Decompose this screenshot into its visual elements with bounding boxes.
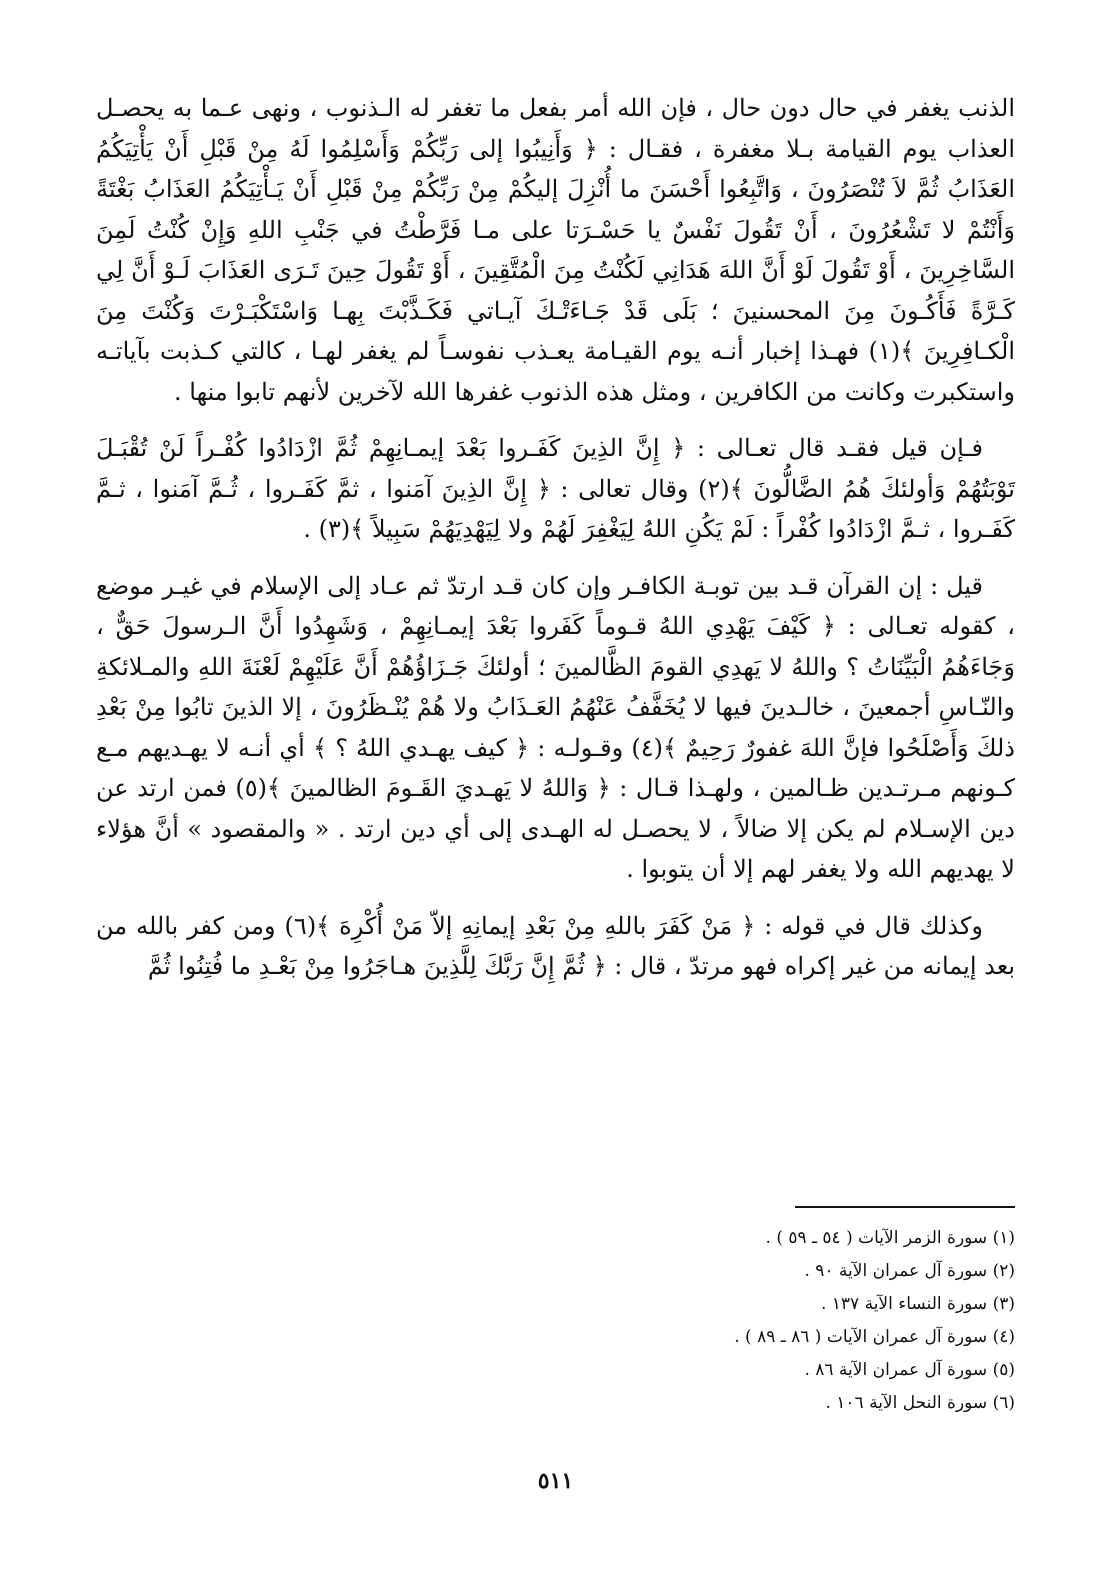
footnote-separator — [795, 1206, 1015, 1208]
footnote-3: (٣) سورة النساء الآية ١٣٧ . — [820, 1294, 1015, 1314]
footnote-1: (١) سورة الزمر الآيات ( ٥٤ ـ ٥٩ ) . — [765, 1228, 1015, 1248]
footnotes — [96, 1222, 1015, 1420]
paragraph-3: قيل : إن القرآن قـد بين توبـة الكافـر وإن كان قـد ارتدّ ثم عـاد إلى الإسلام في غيـر موضع ، كقوله تعـالى : ﴿ كَيْفَ يَهْدِي اللهُ قـوماً كَفَروا بَعْدَ إيمـانِهِمْ ، وَشَهِدُوا أَنَّ الـرسولَ حَقٌّ ، وَجَاءَهُمُ الْبَيِّنَاتُ ؟ واللهُ لا يَهدِي القومَ الظَّالمينَ ؛ أولئكَ جَـزَاؤُهُمْ أَنَّ عَلَيْهِمْ لَعْنَةَ اللهِ والمـلائكةِ والنّـاسِ أجمعينَ ، خالـدينَ فيها لا يُخَفَّفُ عَنْهُمُ العَـذَابُ ولا هُمْ يُنْـظَرُونَ ، إلا الذينَ تابُوا مِنْ بَعْدِ ذلكَ وَأَصْلَحُوا فإنَّ اللهَ غفورٌ رَحِيمٌ ﴾(٤) وقـولـه : ﴿ كيف يهـدي اللهُ ؟ ﴾ أي أنـه لا يهـديهم مـع كـونهم مـرتـدين ظـالمين ، ولهـذا قـال : ﴿ وَاللهُ لا يَهـديَ القَـومَ الظالمينَ ﴾(٥) فمن ارتد عن دين الإسـلام لم يكن إلا ضالاً ، لا يحصـل له الهـدى إلى أي دين ارتد . « والمقصود » أنَّ هؤلاء لا يهديهم الله ولا يغفر لهم إلا أن يتوبوا . — [96, 571, 1015, 883]
footnote-5: (٥) سورة آل عمران الآية ٨٦ . — [804, 1360, 1015, 1380]
footnote-4: (٤) سورة آل عمران الآيات ( ٨٦ ـ ٨٩ ) . — [734, 1327, 1015, 1347]
paragraph-2: فـإن قيل فقـد قال تعـالى : ﴿ إِنَّ الذِينَ كَفَـروا بَعْدَ إيمـانِهِمْ ثُمَّ ازْدَادُوا كُفْـراً لَنْ تُقْبَـلَ تَوْبَتُهُمْ وَأولئكَ هُمُ الضَّالُّونَ ﴾(٢) وقال تعالى : ﴿ إِنَّ الذِينَ آمَنوا ، ثمَّ كَفَـروا ، ثُـمَّ آمَنوا ، ثـمَّ كَفَـروا ، ثـمَّ ازْدَادُوا كُفْراً : لَمْ يَكُنِ اللهُ لِيَغْفِرَ لَهُمْ ولا لِيَهْدِيَهُمْ سَبِيلاً ﴾(٣) . — [96, 434, 1015, 543]
footnote-6: (٦) سورة النحل الآية ١٠٦ . — [825, 1393, 1015, 1413]
main-text — [96, 88, 1015, 1003]
paragraph-4: وكذلك قال في قوله : ﴿ مَنْ كَفَرَ باللهِ مِنْ بَعْدِ إيمانِهِ إلاّ مَنْ أُكْرِهَ ﴾(٦) ومن كفر بالله من بعد إيمانه من غير إكراه فهو مرتدّ ، قال : ﴿ ثُمَّ إِنَّ رَبَّكَ لِلَّذِينَ هـاجَرُوا مِنْ بَعْـدِ ما فُتِنُوا ثُمَّ — [96, 911, 1015, 980]
page-number: ٥١١ — [537, 1468, 574, 1494]
footnote-2: (٢) سورة آل عمران الآية ٩٠ . — [804, 1261, 1015, 1281]
paragraph-1: الذنب يغفر في حال دون حال ، فإن الله أمر بفعل ما تغفر له الـذنوب ، ونهى عـما به يحصـل العذاب يوم القيامة بـلا مغفرة ، فقـال : ﴿ وَأَنِيبُوا إلى رَبِّكُمْ وَأَسْلِمُوا لَهُ مِنْ قَبْلِ أَنْ يَأْتِيَكُمُ العَذَابُ ثُمَّ لاَ تُنْصَرُونَ ، وَاتَّبِعُوا أَحْسَنَ ما أُنْزِلَ إليكُمْ مِنْ رَبِّكُمْ مِنْ قَبْلِ أَنْ يَـأْتِيَكُمُ العَذَابُ بَغْتَةً وَأَنْتُمْ لا تَشْعُرُونَ ، أَنْ تَقُولَ نَفْسٌ يا حَسْـرَتا على مـا فَرَّطْتُ في جَنْبِ اللهِ وَإِنْ كُنْتُ لَمِنَ السَّاخِرِينَ ، أَوْ تَقُولَ لَوْ أَنَّ اللهَ هَدَانِي لَكُنْتُ مِنَ الْمُتَّقِينَ ، أَوْ تَقُولَ حِينَ تَـرَى العَذَابَ لَـوْ أَنَّ لِي كَـرَّةً فَأَكُـونَ مِنَ المحسنينَ ؛ بَلَى قَدْ جَـاءَتْـكَ آيـاتي فَكَـذَّبْتَ بِهـا وَاسْتَكْبَـرْتَ وَكُنْتَ مِنَ الْكـافِرِينَ ﴾(١) فهـذا إخبار أنـه يوم القيـامة يعـذب نفوسـاً لم يغفر لهـا ، كالتي كـذبت بآياتـه واستكبرت وكانت من الكافرين ، ومثل هذه الذنوب غفرها الله لآخرين لأنهم تابوا منها . — [96, 94, 1015, 406]
